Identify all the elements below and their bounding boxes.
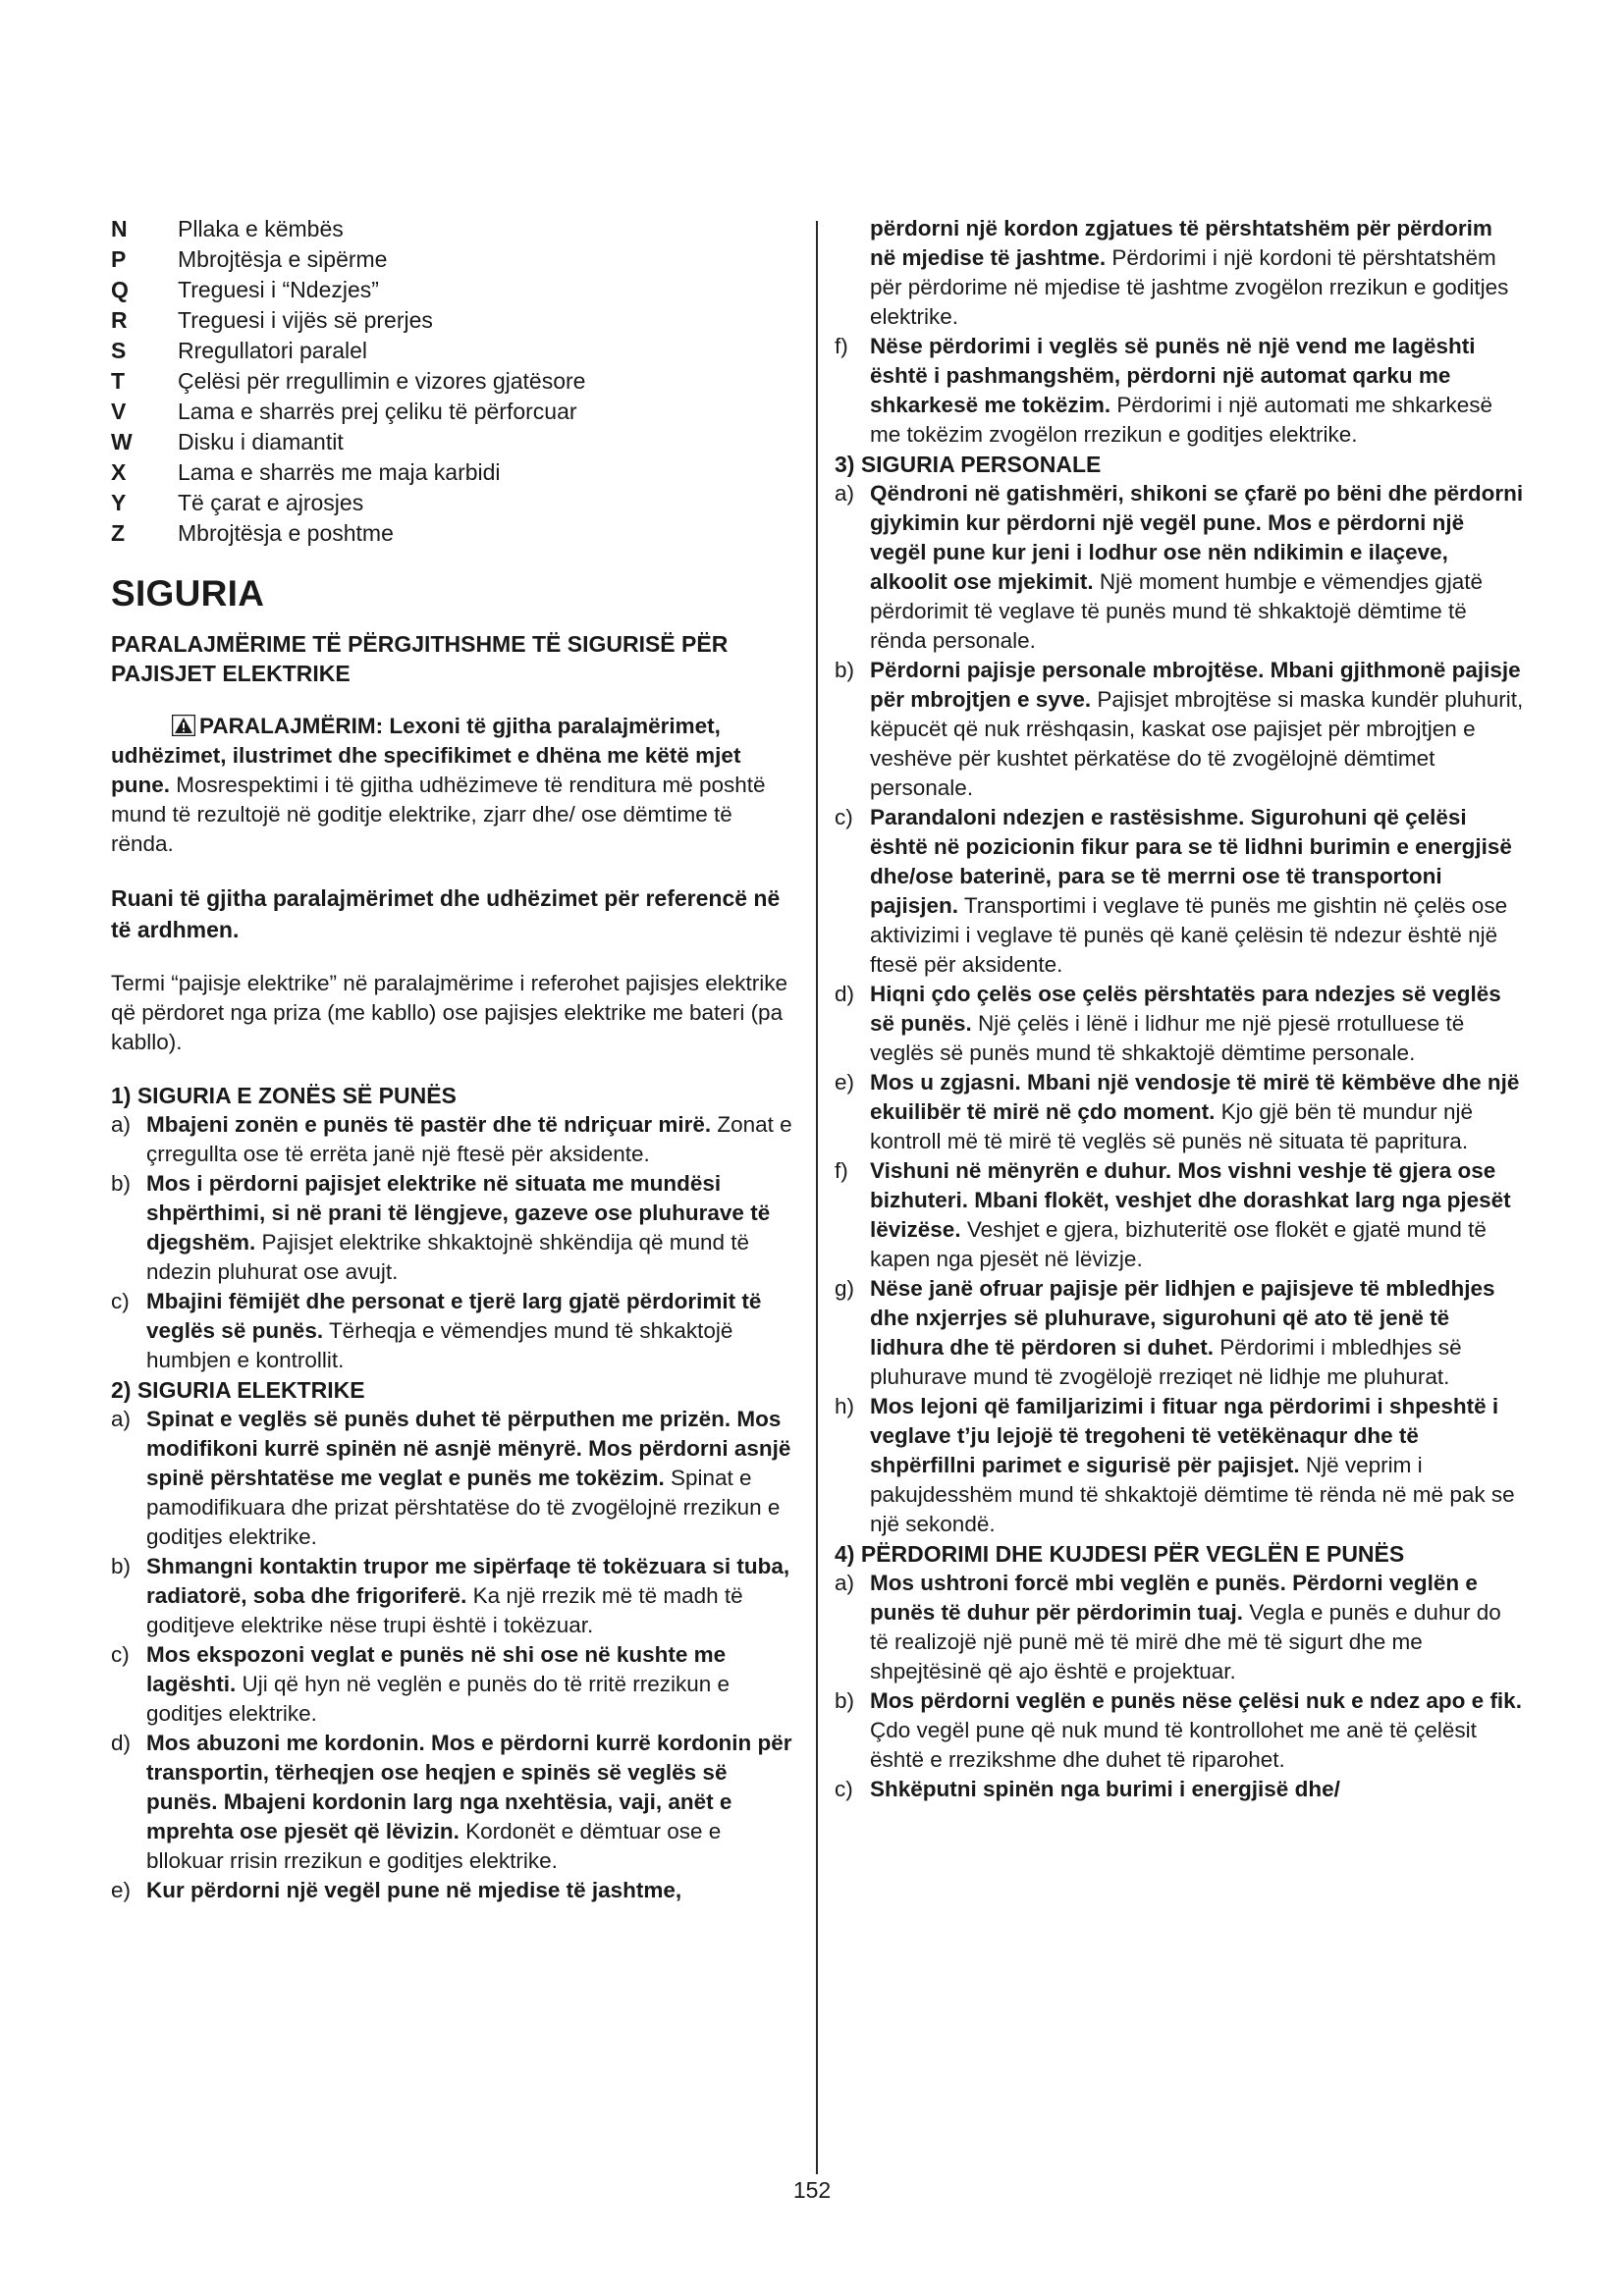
list-item: [111, 1552, 798, 1640]
item-letter: e): [111, 1878, 132, 1902]
item-letter: c): [111, 1642, 130, 1667]
legend-row: [111, 457, 798, 488]
list-item: [835, 1392, 1524, 1539]
list-item: [111, 1287, 798, 1375]
legend-label: Treguesi i “Ndezjes”: [178, 277, 379, 302]
list-item: [835, 980, 1524, 1068]
item-text: Spinat e pamodifikuara dhe prizat përshtatëse do të zvogëlojnë rrezikun e goditjes elektrike.: [146, 1466, 781, 1549]
item-text: Një moment humbje e vëmendjes gjatë përdorimit të veglave të punës mund të shkaktojë dëmtime të rënda personale.: [870, 569, 1484, 653]
column-divider: [816, 221, 818, 2174]
legend-label: Rregullatori paralel: [178, 338, 368, 363]
list-item: [835, 1775, 1524, 1804]
section-heading-electrical: 2) SIGURIA ELEKTRIKE: [111, 1377, 365, 1403]
list-item: [835, 656, 1524, 803]
legend-key: T: [111, 368, 126, 394]
item-letter: c): [835, 805, 853, 829]
legend-key: V: [111, 399, 127, 424]
component-legend: [111, 214, 798, 549]
item-letter: b): [835, 658, 855, 682]
item-letter: a): [835, 1571, 855, 1595]
item-bold: Kur përdorni një vegël pune në mjedise të jashtme,: [146, 1878, 682, 1902]
legend-key: Q: [111, 277, 129, 302]
legend-label: Mbrojtësja e poshtme: [178, 520, 394, 546]
item-bold: Mos u zgjasni. Mbani një vendosje të mirë të këmbëve dhe një ekuilibër të mirë në çdo moment.: [870, 1070, 1520, 1124]
item-text: Përdorimi i një kordoni të përshtatshëm për përdorime në mjedise të jashtme zvogëlon rrezikun e goditjes elektrike.: [870, 245, 1509, 329]
item-bold: Përdorni pajisje personale mbrojtëse. Mbani gjithmonë pajisje për mbrojtjen e syve.: [870, 658, 1521, 712]
list-item: [835, 1156, 1524, 1274]
legend-label: Çelësi për rregullimin e vizores gjatësore: [178, 368, 586, 394]
legend-key: S: [111, 338, 127, 363]
legend-row: [111, 488, 798, 518]
legend-row: [111, 214, 798, 244]
item-letter: f): [835, 334, 848, 358]
item-bold: Shmangni kontaktin trupor me sipërfaqe të tokëzuara si tuba, radiatorë, soba dhe frigoriferë.: [146, 1554, 790, 1608]
item-bold: Hiqni çdo çelës ose çelës përshtatës para ndezjes së veglës së punës.: [870, 982, 1501, 1036]
item-text: Vegla e punës e duhur do të realizojë një punë më të mirë dhe më të sigurt dhe me shpejtësinë që ajo është e projektuar.: [870, 1600, 1501, 1683]
list-item-continuation: [835, 214, 1524, 332]
item-text: Veshjet e gjera, bizhuteritë ose flokët e gjatë mund të kapen nga pjesët në lëvizje.: [870, 1217, 1487, 1271]
item-text: Kordonët e dëmtuar ose e bllokuar rrisin rrezikun e goditjes elektrike.: [146, 1819, 722, 1873]
legend-key: W: [111, 429, 133, 454]
item-text: Pajisjet mbrojtëse si maska kundër pluhurit, këpucët që nuk rrëshqasin, kaskat ose pajisjet për mbrojtjen e veshëve për kushtet përkatëse do të zvogëlojnë dëmtimet personale.: [870, 687, 1524, 800]
list-item: [111, 1169, 798, 1287]
page-number: 152: [792, 2177, 832, 2203]
list-item: [835, 332, 1524, 450]
general-warnings-heading: PARALAJMËRIME TË PËRGJITHSHME TË SIGURISË PËR PAJISJET ELEKTRIKE: [111, 631, 729, 686]
item-bold: Mos abuzoni me kordonin. Mos e përdorni kurrë kordonin për transportin, tërheqjen ose heqjen e spinës së veglës së punës. Mbajeni kordonin larg nga nxehtësia, vaji, anët e mprehta ose pjesët që lëvizin.: [146, 1731, 792, 1843]
warning-bold-text: PARALAJMËRIM: Lexoni të gjitha paralajmërimet, udhëzimet, ilustrimet dhe specifikimet e dhëna me këtë mjet pune.: [111, 714, 741, 797]
list-item: [111, 1405, 798, 1552]
legend-row: [111, 336, 798, 366]
item-text: Përdorimi i mbledhjes së pluhurave mund të zvogëlojë rreziqet në lidhje me pluhurat.: [870, 1335, 1462, 1389]
legend-row: [111, 275, 798, 305]
legend-key: N: [111, 216, 128, 241]
item-text: Transportimi i veglave të punës me gishtin në çelës ose aktivizimi i veglave të punës që kanë çelësin të ndezur është një ftesë për aksidente.: [870, 893, 1508, 977]
item-bold: Mbajeni zonën e punës të pastër dhe të ndriçuar mirë.: [146, 1112, 712, 1137]
item-bold: Parandaloni ndezjen e rastësishme. Sigurohuni që çelësi është në pozicionin fikur para se të lidhni burimin e energjisë dhe/ose baterinë, para se të merrni ose të transportoni pajisjen.: [870, 805, 1512, 918]
legend-label: Treguesi i vijës së prerjes: [178, 307, 433, 333]
legend-label: Lama e sharrës me maja karbidi: [178, 459, 501, 485]
list-item: [835, 1569, 1524, 1686]
item-letter: d): [835, 982, 855, 1006]
legend-key: Z: [111, 520, 126, 546]
item-bold: Nëse janë ofruar pajisje për lidhjen e pajisjeve të mbledhjes dhe nxjerrjes së pluhurave, sigurohuni që ato të jenë të lidhura dhe të përdoren si duhet.: [870, 1276, 1495, 1360]
legend-row: [111, 244, 798, 275]
item-bold: Nëse përdorimi i veglës së punës në një vend me lagështi është i pashmangshëm, përdorni një automat qarku me shkarkesë me tokëzim.: [870, 334, 1476, 417]
section-title: SIGURIA: [111, 573, 265, 614]
item-text: Përdorimi i një automati me shkarkesë me tokëzim zvogëlon rrezikun e goditjes elektrike.: [870, 393, 1493, 447]
item-text: Zonat e çrregullta ose të errëta janë një ftesë për aksidente.: [146, 1112, 792, 1166]
item-text: Kjo gjë bën të mundur një kontroll më të mirë të veglës së punës në situata të papritura.: [870, 1099, 1474, 1153]
legend-row: [111, 518, 798, 549]
item-letter: g): [835, 1276, 855, 1301]
item-letter: c): [111, 1289, 130, 1313]
item-bold: Mos ekspozoni veglat e punës në shi ose në kushte me lagështi.: [146, 1642, 727, 1696]
list-item: [835, 1068, 1524, 1156]
item-letter: b): [111, 1554, 132, 1578]
warning-triangle-icon: [172, 715, 195, 736]
section-heading-work-area: 1) SIGURIA E ZONËS SË PUNËS: [111, 1083, 457, 1108]
item-letter: h): [835, 1394, 855, 1418]
term-definition: Termi “pajisje elektrike” në paralajmërime i referohet pajisjes elektrike që përdoret nga priza (me kabllo) ose pajisjes elektrike me bateri (pa kabllo).: [111, 971, 788, 1054]
legend-label: Lama e sharrës prej çeliku të përforcuar: [178, 399, 577, 424]
legend-row: [111, 427, 798, 457]
item-bold: Vishuni në mënyrën e duhur. Mos vishni veshje të gjera ose bizhuteri. Mbani flokët, veshjet dhe dorashkat larg nga pjesët lëvizëse.: [870, 1158, 1511, 1242]
legend-label: Pllaka e këmbës: [178, 216, 344, 241]
item-text: Pajisjet elektrike shkaktojnë shkëndija që mund të ndezin pluhurat ose avujt.: [146, 1230, 750, 1284]
item-text: Ka një rrezik më të madh të goditjeve elektrike nëse trupi është i tokëzuar.: [146, 1583, 743, 1637]
list-item: [835, 803, 1524, 980]
item-letter: b): [835, 1688, 855, 1713]
item-bold: përdorni një kordon zgjatues të përshtatshëm për përdorim në mjedise të jashtme.: [870, 216, 1492, 270]
item-text: Një çelës i lënë i lidhur me një pjesë rrotulluese të veglës së punës mund të shkaktojë dëmtime personale.: [870, 1011, 1465, 1065]
legend-row: [111, 366, 798, 397]
list-item: [111, 1640, 798, 1729]
left-column: [111, 214, 798, 1905]
item-letter: a): [111, 1407, 132, 1431]
legend-row: [111, 305, 798, 336]
legend-key: X: [111, 459, 127, 485]
section-heading-tool-use: 4) PËRDORIMI DHE KUJDESI PËR VEGLËN E PUNËS: [835, 1541, 1405, 1567]
legend-label: Disku i diamantit: [178, 429, 344, 454]
list-item: [111, 1110, 798, 1169]
list-item: [835, 479, 1524, 656]
list-item: [835, 1274, 1524, 1392]
item-letter: d): [111, 1731, 132, 1755]
item-bold: Mos ushtroni forcë mbi veglën e punës. Përdorni veglën e punës të duhur për përdorimin tuaj.: [870, 1571, 1478, 1625]
item-text: Një veprim i pakujdesshëm mund të shkaktojë dëmtime të rënda në më pak se një sekondë.: [870, 1453, 1515, 1536]
item-letter: c): [835, 1777, 853, 1801]
item-letter: a): [111, 1112, 132, 1137]
keep-instructions-note: Ruani të gjitha paralajmërimet dhe udhëzimet për referencë në të ardhmen.: [111, 885, 781, 942]
right-column: [835, 214, 1524, 1804]
item-letter: b): [111, 1171, 132, 1196]
legend-row: [111, 397, 798, 427]
item-bold: Spinat e veglës së punës duhet të përputhen me prizën. Mos modifikoni kurrë spinën në asnjë mënyrë. Mos përdorni asnjë spinë përshtatëse me veglat e punës me tokëzim.: [146, 1407, 791, 1490]
item-text: Tërheqja e vëmendjes mund të shkaktojë humbjen e kontrollit.: [146, 1318, 733, 1372]
list-item: [111, 1729, 798, 1876]
item-letter: a): [835, 481, 855, 506]
item-letter: f): [835, 1158, 848, 1183]
item-letter: e): [835, 1070, 855, 1095]
item-text: Çdo vegël pune që nuk mund të kontrollohet me anë të çelësit është e rrezikshme dhe duhet të riparohet.: [870, 1718, 1477, 1772]
legend-key: R: [111, 307, 128, 333]
item-bold: Qëndroni në gatishmëri, shikoni se çfarë po bëni dhe përdorni gjykimin kur përdorni një vegël pune. Mos e përdorni një vegël pune kur jeni i lodhur ose nën ndikimin e ilaçeve, alkoolit ose mjekimit.: [870, 481, 1524, 594]
legend-key: P: [111, 246, 127, 272]
legend-key: Y: [111, 490, 127, 515]
item-bold: Mos i përdorni pajisjet elektrike në situata me mundësi shpërthimi, si në prani të lëngjeve, gazeve ose pluhurave të djegshëm.: [146, 1171, 771, 1255]
legend-label: Të çarat e ajrosjes: [178, 490, 364, 515]
list-item: [111, 1876, 798, 1905]
item-bold: Shkëputni spinën nga burimi i energjisë dhe/: [870, 1777, 1340, 1801]
warning-paragraph: [111, 712, 798, 859]
warning-text: Mosrespektimi i të gjitha udhëzimeve të renditura më poshtë mund të rezultojë në goditje elektrike, zjarr dhe/ ose dëmtime të rënda.: [111, 773, 766, 856]
section-heading-personal: 3) SIGURIA PERSONALE: [835, 452, 1102, 477]
list-item: [835, 1686, 1524, 1775]
item-bold: Mbajini fëmijët dhe personat e tjerë larg gjatë përdorimit të veglës së punës.: [146, 1289, 762, 1343]
item-text: Uji që hyn në veglën e punës do të rritë rrezikun e goditjes elektrike.: [146, 1672, 731, 1726]
item-bold: Mos lejoni që familjarizimi i fituar nga përdorimi i shpeshtë i veglave t’ju lejojë të tregoheni të vetëkënaqur dhe të shpërfillni parimet e sigurisë për pajisjet.: [870, 1394, 1499, 1477]
item-bold: Mos përdorni veglën e punës nëse çelësi nuk e ndez apo e fik.: [870, 1688, 1522, 1713]
legend-label: Mbrojtësja e sipërme: [178, 246, 388, 272]
